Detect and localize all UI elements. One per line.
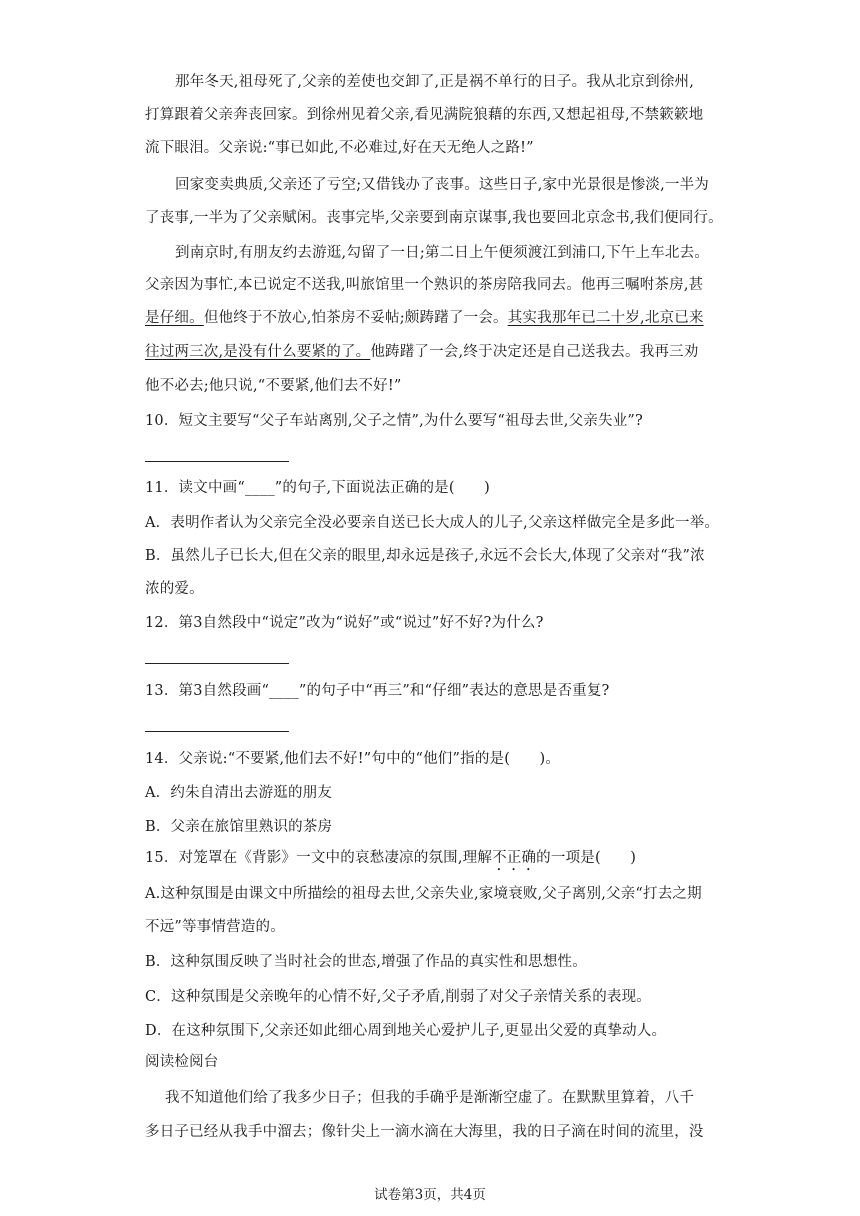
question-15-text-end: 的一项是( ) (536, 850, 637, 866)
passage-p1-line2: 打算跟着父亲奔丧回家。到徐州见着父亲,看见满院狼藉的东西,又想起祖母,不禁簌簌地 (145, 107, 704, 123)
plain-text: 他踌躇了一会,终于决定还是自己送我去。我再三劝 (370, 344, 699, 360)
underlined-sentence-b: 其实我那年已二十岁,北京已来 (507, 310, 704, 326)
passage-p1-line1: 那年冬天,祖母死了,父亲的差使也交卸了,正是祸不单行的日子。我从北京到徐州, (175, 74, 695, 90)
passage-p2-line2: 了丧事,一半为了父亲赋闲。丧事完毕,父亲要到南京谋事,我也要回北京念书,我们便同行。 (145, 210, 723, 226)
section-passage-line1: 我不知道他们给了我多少日子；但我的手确乎是渐渐空虚了。在默默里算着，八千 (165, 1090, 695, 1106)
question-14-option-b: B．父亲在旅馆里熟识的茶房 (145, 819, 333, 835)
question-11-option-b-line1: B．虽然儿子已长大,但在父亲的眼里,却永远是孩子,永远不会长大,体现了父亲对“我”浓 (145, 548, 705, 564)
answer-blank-13[interactable] (145, 731, 289, 732)
section-passage-line2: 多日子已经从我手中溜去；像针尖上一滴水滴在大海里，我的日子滴在时间的流里，没 (145, 1124, 704, 1140)
question-15-option-a-line2: 不远”等事情营造的。 (145, 919, 285, 935)
question-12: 12．第3自然段中“说定”改为“说好”或“说过”好不好?为什么? (145, 615, 544, 631)
question-14-option-a: A．约朱自清出去游逛的朋友 (145, 785, 333, 801)
answer-blank-10[interactable] (145, 461, 289, 462)
section-title: 阅读检阅台 (145, 1054, 219, 1070)
question-15 (145, 848, 636, 874)
question-15-option-b: B．这种氛围反映了当时社会的世态,增强了作品的真实性和思想性。 (145, 954, 587, 970)
passage-p2-line1: 回家变卖典质,父亲还了亏空;又借钱办了丧事。这些日子,家中光景很是惨淡,一半为 (175, 177, 710, 193)
question-15-text: 15．对笼罩在《背影》一文中的哀愁凄凉的氛围,理解 (145, 850, 493, 866)
passage-p3-line4 (145, 342, 699, 362)
passage-p3-line1: 到南京时,有朋友约去游逛,勾留了一日;第二日上午便须渡江到浦口,下午上车北去。 (175, 245, 710, 261)
underlined-sentence-a: 是仔细。 (145, 310, 204, 326)
underlined-sentence-b-cont: 往过两三次,是没有什么要紧的了。 (145, 344, 371, 360)
question-15-option-d: D．在这种氛围下,父亲还如此细心周到地关心爱护儿子,更显出父爱的真挚动人。 (145, 1023, 667, 1039)
question-14: 14．父亲说:“不要紧,他们去不好!”句中的“他们”指的是( )。 (145, 751, 561, 767)
passage-p3-line3 (145, 308, 704, 328)
question-15-option-c: C．这种氛围是父亲晚年的心情不好,父子矛盾,削弱了对父子亲情关系的表现。 (145, 989, 652, 1005)
passage-p3-line2: 父亲因为事忙,本已说定不送我,叫旅馆里一个熟识的茶房陪我同去。他再三嘱咐茶房,甚 (145, 277, 704, 293)
question-11: 11．读文中画“____”的句子,下面说法正确的是( ) (145, 480, 490, 496)
answer-blank-12[interactable] (145, 663, 289, 664)
question-10: 10．短文主要写“父子车站离别,父子之情”,为什么要写“祖母去世,父亲失业”? (145, 413, 644, 429)
emphasis-not-correct: 不正确 (492, 850, 537, 866)
passage-p3-line5: 他不必去;他只说,“不要紧,他们去不好!” (145, 378, 402, 394)
question-13: 13．第3自然段画“____”的句子中“再三”和“仔细”表达的意思是否重复? (145, 683, 610, 699)
question-11-option-b-line2: 浓的爱。 (145, 581, 204, 597)
page-footer: 试卷第3页，共4页 (374, 1187, 486, 1203)
passage-p1-line3: 流下眼泪。父亲说:“事已如此,不必难过,好在天无绝人之路!” (145, 140, 534, 156)
plain-text: 但他终于不放心,怕茶房不妥帖;颇踌躇了一会。 (203, 310, 508, 326)
question-15-option-a-line1: A.这种氛围是由课文中所描绘的祖母去世,父亲失业,家境衰败,父子离别,父亲“打去之期 (145, 886, 702, 902)
question-11-option-a: A．表明作者认为父亲完全没必要亲自送已长大成人的儿子,父亲这样做完全是多此一举。 (145, 515, 720, 531)
